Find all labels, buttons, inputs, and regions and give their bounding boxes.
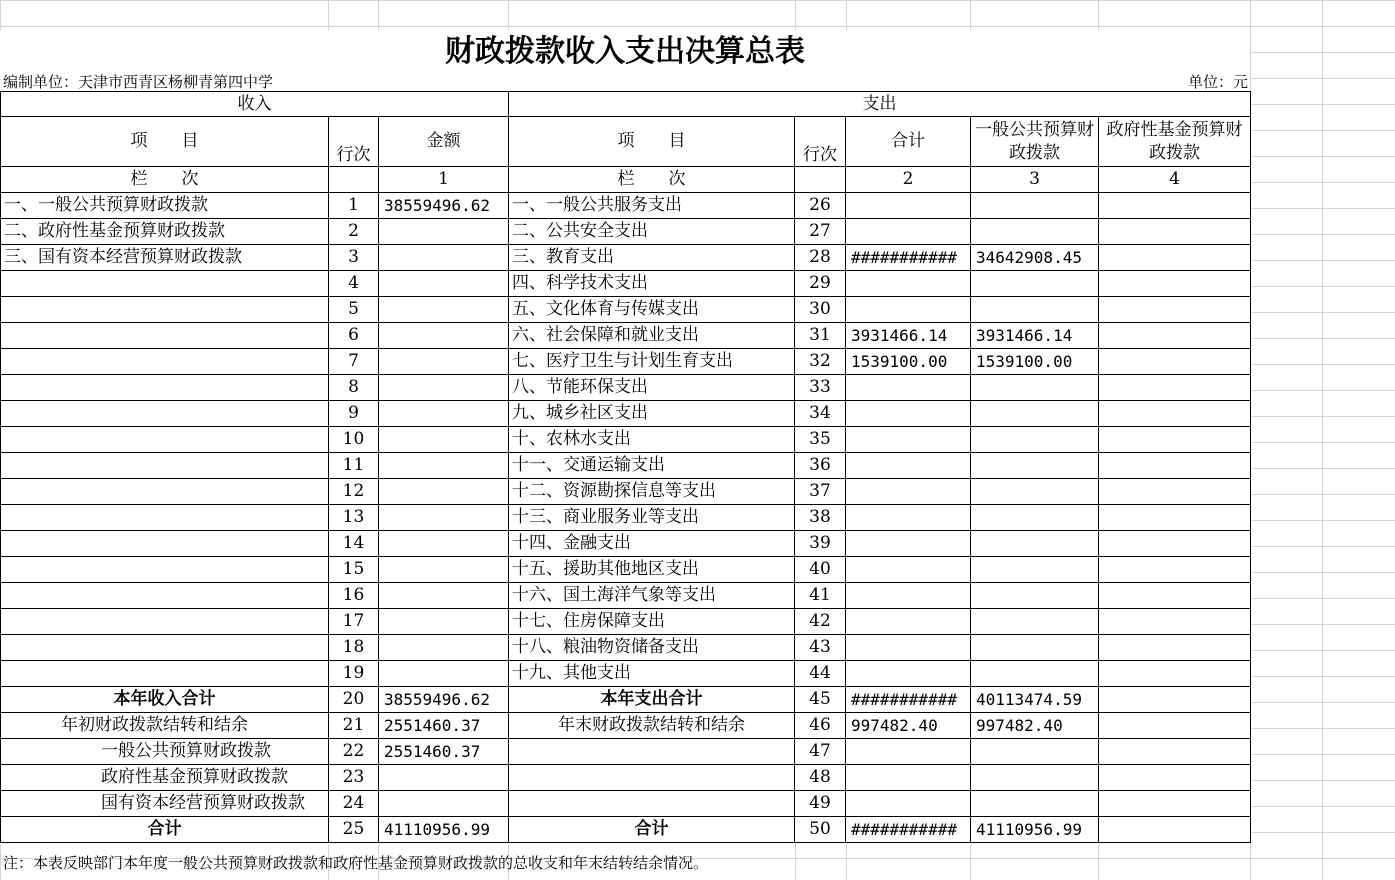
summary-expense-total-cell: ########### (846, 687, 971, 713)
income-amount-cell (379, 531, 509, 557)
col-4-label: 4 (1099, 167, 1251, 193)
expense-line-no-cell: 41 (795, 583, 846, 609)
summary-income-item-cell: 政府性基金预算财政拨款 (1, 765, 329, 791)
summary-row (1, 739, 1251, 765)
income-item-cell (1, 661, 329, 687)
gov-fund-cell (1099, 245, 1251, 271)
expense-header: 支出 (509, 92, 1251, 117)
summary-general-budget-cell: 40113474.59 (971, 687, 1099, 713)
summary-income-item-cell: 年初财政拨款结转和结余 (1, 713, 329, 739)
general-budget-cell: 34642908.45 (971, 245, 1099, 271)
expense-item-cell: 六、社会保障和就业支出 (509, 323, 795, 349)
general-budget-cell (971, 427, 1099, 453)
col-2-label: 2 (846, 167, 971, 193)
expense-item-cell: 十四、金融支出 (509, 531, 795, 557)
general-budget-cell (971, 635, 1099, 661)
gov-fund-cell (1099, 479, 1251, 505)
summary-income-amount-cell (379, 791, 509, 817)
expense-item-cell: 七、医疗卫生与计划生育支出 (509, 349, 795, 375)
general-budget-cell (971, 271, 1099, 297)
summary-income-amount-cell: 38559496.62 (379, 687, 509, 713)
summary-income-item-cell: 国有资本经营预算财政拨款 (1, 791, 329, 817)
income-line-no-cell: 5 (329, 297, 379, 323)
gov-fund-cell (1099, 401, 1251, 427)
column-header-row (1, 117, 1251, 167)
summary-expense-item-cell (509, 791, 795, 817)
income-item-cell (1, 271, 329, 297)
income-amount-cell (379, 453, 509, 479)
income-amount-cell (379, 557, 509, 583)
general-budget-cell (971, 557, 1099, 583)
expense-item-header: 项 目 (509, 117, 795, 167)
expense-total-cell: 3931466.14 (846, 323, 971, 349)
summary-row (1, 791, 1251, 817)
expense-total-cell (846, 531, 971, 557)
gov-fund-cell (1099, 609, 1251, 635)
table-row (1, 479, 1251, 505)
expense-line-no-cell: 29 (795, 271, 846, 297)
income-line-no-cell: 12 (329, 479, 379, 505)
income-item-cell (1, 375, 329, 401)
income-amount-cell (379, 635, 509, 661)
general-budget-cell (971, 609, 1099, 635)
table-row (1, 661, 1251, 687)
income-item-cell (1, 635, 329, 661)
expense-item-cell: 十二、资源勘探信息等支出 (509, 479, 795, 505)
table-row (1, 297, 1251, 323)
expense-item-cell: 五、文化体育与传媒支出 (509, 297, 795, 323)
summary-income-item-cell: 一般公共预算财政拨款 (1, 739, 329, 765)
income-line-no-cell: 15 (329, 557, 379, 583)
expense-line-no-cell: 35 (795, 427, 846, 453)
expense-line-no-cell: 39 (795, 531, 846, 557)
col-1-label: 1 (379, 167, 509, 193)
summary-income-item-cell: 本年收入合计 (1, 687, 329, 713)
income-item-cell (1, 557, 329, 583)
income-amount-cell (379, 375, 509, 401)
section-header-row (1, 92, 1251, 117)
org-label: 编制单位：天津市西青区杨柳青第四中学 (3, 73, 274, 91)
col-3-label: 3 (971, 167, 1099, 193)
unit-label: 单位：元 (1187, 73, 1248, 91)
income-line-no-col (329, 167, 379, 193)
summary-expense-item-cell (509, 765, 795, 791)
summary-expense-total-cell: 997482.40 (846, 713, 971, 739)
income-amount-header: 金额 (379, 117, 509, 167)
income-line-no-cell: 13 (329, 505, 379, 531)
summary-expense-item-cell: 年末财政拨款结转和结余 (509, 713, 795, 739)
table-row (1, 609, 1251, 635)
expense-line-no-cell: 32 (795, 349, 846, 375)
expense-line-no-cell: 26 (795, 193, 846, 219)
income-item-cell (1, 349, 329, 375)
expense-total-cell (846, 375, 971, 401)
income-amount-cell (379, 271, 509, 297)
table-row (1, 635, 1251, 661)
gov-fund-cell (1099, 505, 1251, 531)
expense-total-cell (846, 661, 971, 687)
general-budget-cell (971, 375, 1099, 401)
table-row (1, 583, 1251, 609)
income-line-no-cell: 2 (329, 219, 379, 245)
income-line-no-cell: 6 (329, 323, 379, 349)
summary-row (1, 817, 1251, 843)
income-item-cell: 一、一般公共预算财政拨款 (1, 193, 329, 219)
expense-line-no-cell: 28 (795, 245, 846, 271)
income-amount-cell (379, 661, 509, 687)
gov-fund-cell (1099, 323, 1251, 349)
summary-expense-item-cell (509, 739, 795, 765)
expense-total-cell (846, 297, 971, 323)
summary-expense-line-no-cell: 48 (795, 765, 846, 791)
expense-line-no-cell: 37 (795, 479, 846, 505)
expense-item-cell: 十五、援助其他地区支出 (509, 557, 795, 583)
summary-general-budget-cell (971, 765, 1099, 791)
general-budget-cell (971, 219, 1099, 245)
expense-line-no-cell: 44 (795, 661, 846, 687)
expense-line-no-cell: 34 (795, 401, 846, 427)
income-amount-cell (379, 245, 509, 271)
expense-item-cell: 一、一般公共服务支出 (509, 193, 795, 219)
gov-fund-cell (1099, 375, 1251, 401)
gov-fund-cell (1099, 297, 1251, 323)
report-meta-line (0, 73, 1250, 91)
summary-general-budget-cell (971, 739, 1099, 765)
expense-total-cell (846, 557, 971, 583)
income-amount-cell (379, 297, 509, 323)
income-amount-cell (379, 427, 509, 453)
summary-expense-line-no-cell: 49 (795, 791, 846, 817)
summary-income-amount-cell: 2551460.37 (379, 739, 509, 765)
income-line-no-cell: 4 (329, 271, 379, 297)
gov-fund-cell (1099, 583, 1251, 609)
gov-fund-cell (1099, 427, 1251, 453)
expense-line-no-cell: 36 (795, 453, 846, 479)
summary-income-line-no-cell: 23 (329, 765, 379, 791)
expense-total-cell (846, 427, 971, 453)
expense-item-cell: 十七、住房保障支出 (509, 609, 795, 635)
report-table (0, 91, 1251, 843)
general-budget-cell (971, 453, 1099, 479)
table-row (1, 245, 1251, 271)
summary-income-amount-cell: 2551460.37 (379, 713, 509, 739)
summary-expense-line-no-cell: 50 (795, 817, 846, 843)
expense-total-cell (846, 271, 971, 297)
income-item-cell (1, 505, 329, 531)
income-amount-cell (379, 323, 509, 349)
expense-total-cell (846, 453, 971, 479)
report-title: 财政拨款收入支出决算总表 (0, 30, 1250, 74)
expense-item-cell: 十三、商业服务业等支出 (509, 505, 795, 531)
summary-expense-line-no-cell: 46 (795, 713, 846, 739)
expense-column-label: 栏 次 (509, 167, 795, 193)
summary-row (1, 765, 1251, 791)
summary-expense-line-no-cell: 47 (795, 739, 846, 765)
summary-expense-total-cell (846, 739, 971, 765)
expense-line-no-cell: 30 (795, 297, 846, 323)
expense-item-cell: 十六、国土海洋气象等支出 (509, 583, 795, 609)
general-budget-cell: 1539100.00 (971, 349, 1099, 375)
gov-fund-cell (1099, 557, 1251, 583)
summary-expense-item-cell: 合计 (509, 817, 795, 843)
summary-gov-fund-cell (1099, 739, 1251, 765)
income-line-no-cell: 9 (329, 401, 379, 427)
expense-total-cell (846, 219, 971, 245)
summary-income-line-no-cell: 21 (329, 713, 379, 739)
income-amount-cell (379, 349, 509, 375)
income-line-no-header: 行次 (329, 117, 379, 167)
summary-expense-total-cell: ########### (846, 817, 971, 843)
table-row (1, 505, 1251, 531)
income-item-cell (1, 427, 329, 453)
summary-income-line-no-cell: 25 (329, 817, 379, 843)
summary-expense-line-no-cell: 45 (795, 687, 846, 713)
summary-row (1, 687, 1251, 713)
expense-item-cell: 十、农林水支出 (509, 427, 795, 453)
income-line-no-cell: 3 (329, 245, 379, 271)
summary-income-item-cell: 合计 (1, 817, 329, 843)
income-amount-cell: 38559496.62 (379, 193, 509, 219)
summary-expense-item-cell: 本年支出合计 (509, 687, 795, 713)
table-row (1, 323, 1251, 349)
gov-fund-cell (1099, 453, 1251, 479)
income-amount-cell (379, 401, 509, 427)
income-item-cell (1, 583, 329, 609)
expense-line-no-cell: 42 (795, 609, 846, 635)
expense-item-cell: 九、城乡社区支出 (509, 401, 795, 427)
gov-fund-header: 政府性基金预算财政拨款 (1099, 117, 1251, 167)
table-row (1, 427, 1251, 453)
expense-total-cell (846, 505, 971, 531)
income-column-label: 栏 次 (1, 167, 329, 193)
table-row (1, 401, 1251, 427)
income-item-cell (1, 297, 329, 323)
expense-total-cell (846, 479, 971, 505)
table-row (1, 375, 1251, 401)
income-line-no-cell: 11 (329, 453, 379, 479)
income-amount-cell (379, 609, 509, 635)
income-amount-cell (379, 583, 509, 609)
gov-fund-cell (1099, 271, 1251, 297)
summary-expense-total-cell (846, 765, 971, 791)
general-budget-cell (971, 531, 1099, 557)
expense-item-cell: 十九、其他支出 (509, 661, 795, 687)
general-budget-cell (971, 401, 1099, 427)
expense-item-cell: 四、科学技术支出 (509, 271, 795, 297)
expense-line-no-cell: 40 (795, 557, 846, 583)
income-header: 收入 (1, 92, 509, 117)
gov-fund-cell (1099, 349, 1251, 375)
income-item-cell: 三、国有资本经营预算财政拨款 (1, 245, 329, 271)
income-line-no-cell: 19 (329, 661, 379, 687)
general-budget-cell (971, 505, 1099, 531)
table-row (1, 531, 1251, 557)
income-item-cell (1, 323, 329, 349)
general-budget-cell: 3931466.14 (971, 323, 1099, 349)
income-item-cell (1, 479, 329, 505)
income-amount-cell (379, 219, 509, 245)
income-line-no-cell: 7 (329, 349, 379, 375)
table-row (1, 271, 1251, 297)
summary-income-line-no-cell: 24 (329, 791, 379, 817)
income-line-no-cell: 17 (329, 609, 379, 635)
general-budget-cell (971, 193, 1099, 219)
summary-general-budget-cell: 41110956.99 (971, 817, 1099, 843)
income-line-no-cell: 18 (329, 635, 379, 661)
expense-total-cell (846, 609, 971, 635)
summary-income-amount-cell (379, 765, 509, 791)
expense-line-no-cell: 38 (795, 505, 846, 531)
expense-line-no-header: 行次 (795, 117, 846, 167)
income-line-no-cell: 16 (329, 583, 379, 609)
income-line-no-cell: 10 (329, 427, 379, 453)
general-budget-header: 一般公共预算财政拨款 (971, 117, 1099, 167)
expense-total-header: 合计 (846, 117, 971, 167)
expense-line-no-cell: 33 (795, 375, 846, 401)
income-item-cell: 二、政府性基金预算财政拨款 (1, 219, 329, 245)
summary-income-amount-cell: 41110956.99 (379, 817, 509, 843)
expense-total-cell (846, 635, 971, 661)
summary-gov-fund-cell (1099, 765, 1251, 791)
gov-fund-cell (1099, 661, 1251, 687)
table-row (1, 453, 1251, 479)
expense-item-cell: 二、公共安全支出 (509, 219, 795, 245)
expense-total-cell (846, 401, 971, 427)
summary-general-budget-cell: 997482.40 (971, 713, 1099, 739)
income-line-no-cell: 1 (329, 193, 379, 219)
summary-gov-fund-cell (1099, 687, 1251, 713)
gov-fund-cell (1099, 635, 1251, 661)
column-number-row (1, 167, 1251, 193)
income-amount-cell (379, 479, 509, 505)
footnote: 注：本表反映部门本年度一般公共预算财政拨款和政府性基金预算财政拨款的总收支和年末结转结余情况。 (3, 854, 709, 872)
table-row (1, 349, 1251, 375)
income-item-cell (1, 401, 329, 427)
income-item-header: 项 目 (1, 117, 329, 167)
income-item-cell (1, 609, 329, 635)
general-budget-cell (971, 583, 1099, 609)
expense-item-cell: 八、节能环保支出 (509, 375, 795, 401)
expense-line-no-col (795, 167, 846, 193)
income-line-no-cell: 8 (329, 375, 379, 401)
summary-gov-fund-cell (1099, 791, 1251, 817)
summary-income-line-no-cell: 20 (329, 687, 379, 713)
expense-item-cell: 十一、交通运输支出 (509, 453, 795, 479)
summary-row (1, 713, 1251, 739)
summary-gov-fund-cell (1099, 713, 1251, 739)
expense-total-cell: ########### (846, 245, 971, 271)
summary-gov-fund-cell (1099, 817, 1251, 843)
expense-total-cell (846, 583, 971, 609)
expense-line-no-cell: 27 (795, 219, 846, 245)
expense-total-cell (846, 193, 971, 219)
general-budget-cell (971, 479, 1099, 505)
income-item-cell (1, 531, 329, 557)
income-line-no-cell: 14 (329, 531, 379, 557)
gov-fund-cell (1099, 219, 1251, 245)
income-amount-cell (379, 505, 509, 531)
gov-fund-cell (1099, 531, 1251, 557)
expense-item-cell: 三、教育支出 (509, 245, 795, 271)
table-row (1, 193, 1251, 219)
expense-total-cell: 1539100.00 (846, 349, 971, 375)
expense-line-no-cell: 43 (795, 635, 846, 661)
summary-general-budget-cell (971, 791, 1099, 817)
expense-line-no-cell: 31 (795, 323, 846, 349)
table-row (1, 557, 1251, 583)
summary-expense-total-cell (846, 791, 971, 817)
gov-fund-cell (1099, 193, 1251, 219)
expense-item-cell: 十八、粮油物资储备支出 (509, 635, 795, 661)
table-row (1, 219, 1251, 245)
summary-income-line-no-cell: 22 (329, 739, 379, 765)
income-item-cell (1, 453, 329, 479)
general-budget-cell (971, 661, 1099, 687)
general-budget-cell (971, 297, 1099, 323)
